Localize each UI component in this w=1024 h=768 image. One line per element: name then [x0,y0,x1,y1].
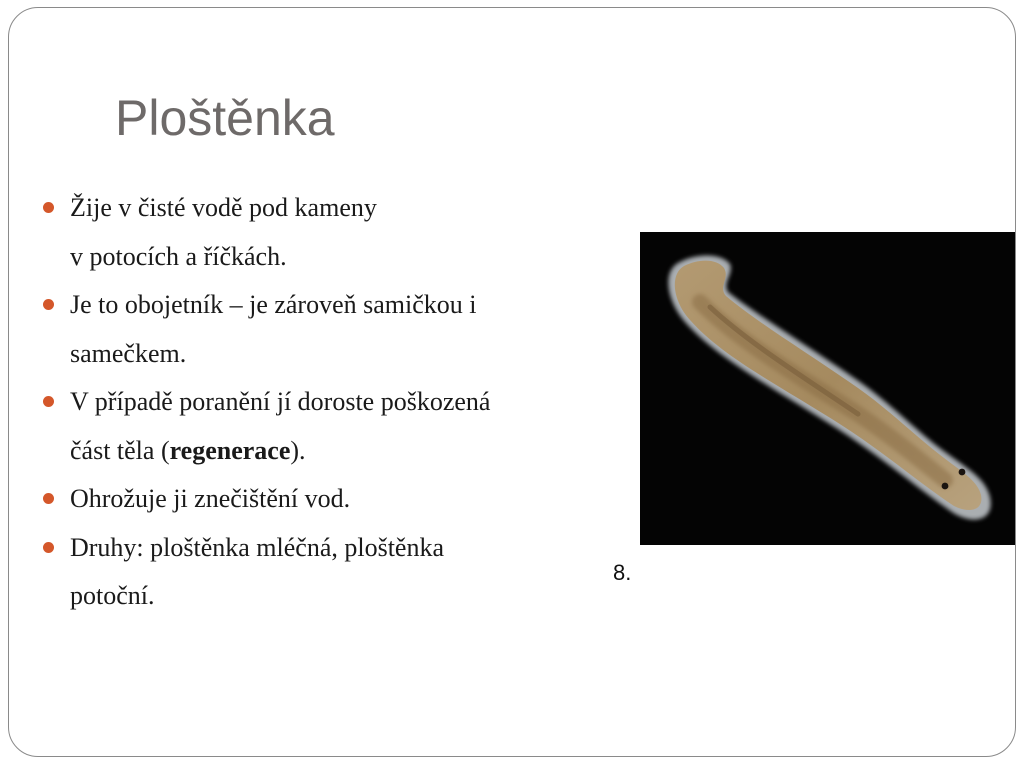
bullet-item [39,378,639,475]
bullet-item [39,281,639,378]
bullet-text-line: Ohrožuje ji znečištění vod. [70,484,351,513]
bullet-text-line: potoční. [70,581,155,610]
bullet-text-fragment: část těla ( [70,435,170,465]
bullet-text-fragment: ). [290,435,306,465]
bullet-text-line: Druhy: ploštěnka mléčná, ploštěnka [70,532,445,562]
bullet-list [39,184,639,621]
bullet-text-line: v potocích a říčkách. [70,241,287,271]
bullet-dot-icon [43,542,54,553]
bullet-item [39,475,639,524]
bullet-text-line: samečkem. [70,338,187,368]
bullet-text-line [70,436,306,465]
bold-term: regenerace [169,435,291,465]
bullet-dot-icon [43,202,54,213]
bullet-item [39,524,639,621]
slide-title: Ploštěnka [115,90,335,146]
bullet-item [39,184,639,281]
flatworm-photo [640,232,1016,545]
bullet-text-line: Žije v čisté vodě pod kameny [70,193,377,222]
bullet-dot-icon [43,396,54,407]
bullet-dot-icon [43,299,54,310]
bullet-text-line: V případě poranění jí doroste poškozená [70,387,491,416]
bullet-text-line: Je to obojetník – je zároveň samičkou i [70,290,477,319]
image-caption: 8. [613,560,632,585]
bullet-dot-icon [43,493,54,504]
slide [8,7,1016,757]
flatworm-illustration [640,232,1016,545]
